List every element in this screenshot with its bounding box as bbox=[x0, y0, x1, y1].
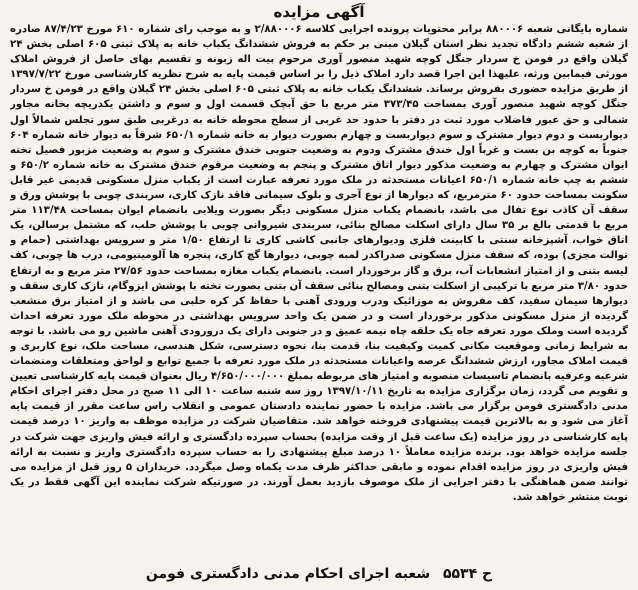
notice-body: شماره بایگانی شعبه ۸۸۰۰۰۶ برابر محتویات پرونده اجرایی کلاسه ۲/۸۸۰۰۰۶ و به موجب رای شماره ۶۱۰ مورخ ۸۷/۴/۲۳ صادره از شعبه ششم دادگاه تجدید نظر استان گیلان مبنی بر حکم به فروش ششدانگ یکباب خانه به پلاک ثبتی ۶۰۵ اصلی بخش ۲۴ گیلان واقع در فومن خ سردار جنگل کوچه شهید منصور آوری مرحوم بیت اله زبونه و تقسیم بهای حاصل از فروش املاک مورثی فیمابین ورثه، علیهذا این اجرا قصد دارد املاک ذیل را بر اساس قیمت پایه به شرح نظریه کارشناسی مورخ ۱۳۹۷/۷/۲۲ از طریق مزایده حضوری بفروش برساند. ششدانگ یکباب خانه به پلاک ثبتی ۶۰۵ اصلی بخش ۲۴ گیلان واقع در فومن خ سردار جنگل کوچه شهید منصور آوری بمساحت ۳۷۳/۴۵ متر مربع با حق آبچک قسمت اول و سوم و داشتن یکدریچه بخانه مجاور شمالی و حق عبور فاضلاب مورد ثبت در دفتر با حدود حد غربی از سطح محوطه خانه به درغربی طبق سور تجلس شمالاً اول دیواربست و دوم دیوار مشترک و سوم دیواربست و چهارم بصورت دیوار به خانه شماره ۶۵۰/۱ شرقاً به دیوار خانه شماره ۶۰۴ جنوباً به کوچه بن بست و غرباً اول خندق مشترک ودوم به وضعیت جنوبی خندق مشترک و سوم به وضعیت مزبور فصیل تخته ایوان مشترک و چهارم به وضعیت مذکور دیوار اتاق مشترک و پنجم به وضعیت مرقوم خندق مشترک به خانه شماره ۶۵۰/۲ و ششم به چپ خانه شماره ۶۵۰/۱ اعیانات مستحدثه در ملک مورد تعرفه عبارت است از یکباب منزل مسکونی قدیمی غیر قابل سکونت بمساحت حدود ۶۰ مترمربع، که دیوارها از نوع آجری و بلوک سیمانی فاقد نازک کاری، سربندی چوبی با پوشش ورق و سقف آن کاذب نوع تفال می باشد، بانضمام یکباب منزل مسکونی دیگر بصورت ویلایی بانضمام ایوان بمساحت ۱۱۳/۴۸ متر مربع با قدمتی بالغ بر ۳۵ سال دارای اسکلت مصالح بنائی، سربندی شیروانی چوبی با پوشش حلب، که مشتمل برسالن، یک اتاق خواب، آشپزخانه سنتی با کابینت فلزی ودیوارهای جانبی کاشی کاری تا ارتفاع ۱/۵۰ متر و سرویس بهداشتی (حمام و توالت مجزی) بوده، که سقف منزل مسکونی صدراکدر لمبه چوبی، دیوارها گچ کاری، پنجره ها آلومینیومی، درب ها چوبی، کف لیسه بتنی و از امتیاز انشعابات آب، برق و گاز برخوردار است. بانضمام یکباب مغازه بمساحت حدود ۲۷/۵۶ متر مربع و به ارتفاع حدود ۳/۸۰ متر مربع با ترکیبی از اسکلت بتنی ومصالح بنائی سقف آن بتنی بصورت تخته با پوشش ایزوگام، نازک کاری سقف و دیوارها سیمان سفید، کف مفروش به موزائیک ودرب ورودی آهنی با حفاظ کر کره حلبی می باشد و از امتیاز برق منشعب گردیده از منزل مسکونی مذکور برخوردار است و در ضمن یک واحد سرویس بهداشتی در محوطه ملک مورد تعرفه احداث گردیده است وملک مورد تعرفه جاه یک حلقه چاه نیمه عمیق و در جنوبی دارای یک درورودی آهنی ماشین رو می باشد. با توجه به شرایط زمانی وموقعیت مکانی کمیت وکیفیت بنا، قدمت بنا، نحوه دسترسی، شکل هندسی، مساحت ملک، نوع کاربری و قیمت املاک مجاور، ارزش ششدانگ عرصه واعیانات مستحدثه در ملک مورد تعرفه با جمیع توابع و لواحق ومتعلقات ومنضمات شرعیه وعرفیه بانضمام تاسیسات منصوبه و امتیاز های مربوطه بمبلغ ۴/۶۵۰/۰۰۰/۰۰۰ ریال بعنوان قیمت پایه کارشناسی تعیین و تقویم می گردد، زمان برگزاری مزایده به تاریخ ۱۳۹۷/۱۰/۱۱ روز سه شنبه ساعت ۱۰ الی ۱۱ صبح در محل دفتر اجرای احکام مدنی دادگستری فومن برگزار می باشد. مزایده با حضور نماینده دادستان عمومی و انقلاب راس ساعت مقرر از قیمت پایه آغاز می شود و به بالاترین قیمت پیشنهادی فروخته خواهد شد. متقاضیان شرکت در مزایده موظف به واریز ۱۰ درصد قیمت پایه کارشناسی در روز مزایده (یک ساعت قبل از وقت مزایده) بحساب سپرده دادگستری و ارائه فیش واریزی جهت شرکت در جلسه مزایده خواهد بود. برنده مزایده معاملاً ۱۰ درصد مبلغ پیشنهادی را به حساب سپرده دادگستری واریز و نسبت به ارائه فیش واریزی در روز مزایده اقدام نموده و مابقی حداکثر ظرف مدت یکماه وصل میگردد. خریداران ۵ روز قبل از مزایده می توانند ضمن هماهنگی با دفتر اجرایی از ملک موصوف بازدید بعمل آورند. در صورتیکه شرکت نماینده این آگهی فقط در یک نوبت منتشر خواهد شد. bbox=[10, 24, 628, 503]
issuing-authority: شعبه اجرای احکام مدنی دادگستری فومن bbox=[145, 566, 431, 582]
notice-title: آگهی مزایده bbox=[273, 3, 365, 21]
reference-number: ح ۵۵۳۴ bbox=[442, 566, 493, 582]
notice-footer bbox=[0, 564, 638, 584]
